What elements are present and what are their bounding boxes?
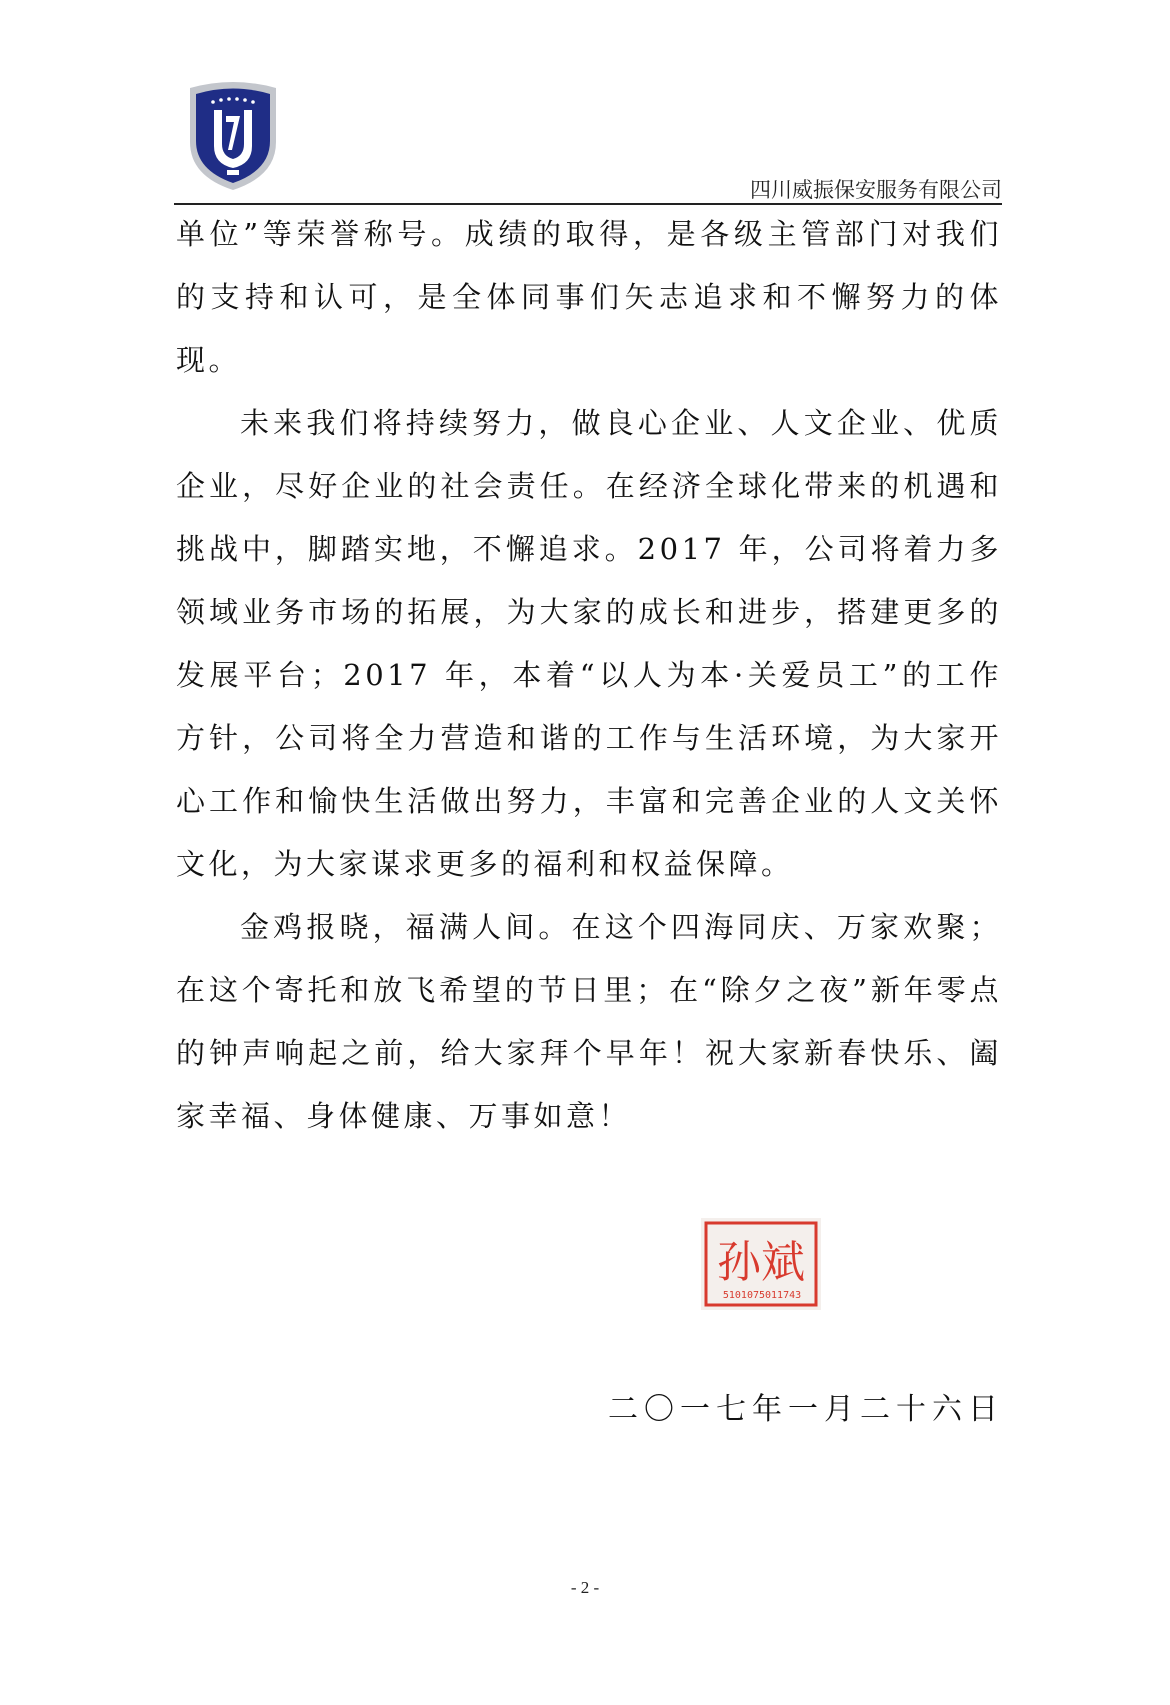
company-logo-icon xyxy=(184,80,282,192)
seal-name: 孙斌 xyxy=(717,1237,805,1288)
letter-body xyxy=(176,203,1002,1148)
seal-stamp-icon xyxy=(700,1217,822,1311)
signature-seal xyxy=(700,1217,822,1311)
paragraph-3: 金鸡报晓，福满人间。在这个四海同庆、万家欢聚；在这个寄托和放飞希望的节日里；在“除夕之夜”新年零点的钟声响起之前，给大家拜个早年！祝大家新春快乐、阖家幸福、身体健康、万事如意！ xyxy=(176,910,1002,1133)
seal-number: 5101075011743 xyxy=(722,1290,802,1301)
company-name: 四川威振保安服务有限公司 xyxy=(750,178,1002,202)
page-number: - 2 - xyxy=(570,1578,600,1597)
paragraph-2: 未来我们将持续努力，做良心企业、人文企业、优质企业，尽好企业的社会责任。在经济全球化带来的机遇和挑战中，脚踏实地，不懈追求。2017 年，公司将着力多领域业务市场的拓展，为大家的成长和进步，搭建更多的发展平台；2017 年，本着“以人为本·关爱员工”的工作方针，公司将全力营造和谐的工作与生活环境，为大家开心工作和愉快生活做出努力，丰富和完善企业的人文关怀文化，为大家谋求更多的福利和权益保障。 xyxy=(176,406,1002,881)
paragraph-1: 单位”等荣誉称号。成绩的取得，是各级主管部门对我们的支持和认可，是全体同事们矢志追求和不懈努力的体现。 xyxy=(176,217,1002,377)
letter-date: 二〇一七年一月二十六日 xyxy=(608,1392,1004,1427)
